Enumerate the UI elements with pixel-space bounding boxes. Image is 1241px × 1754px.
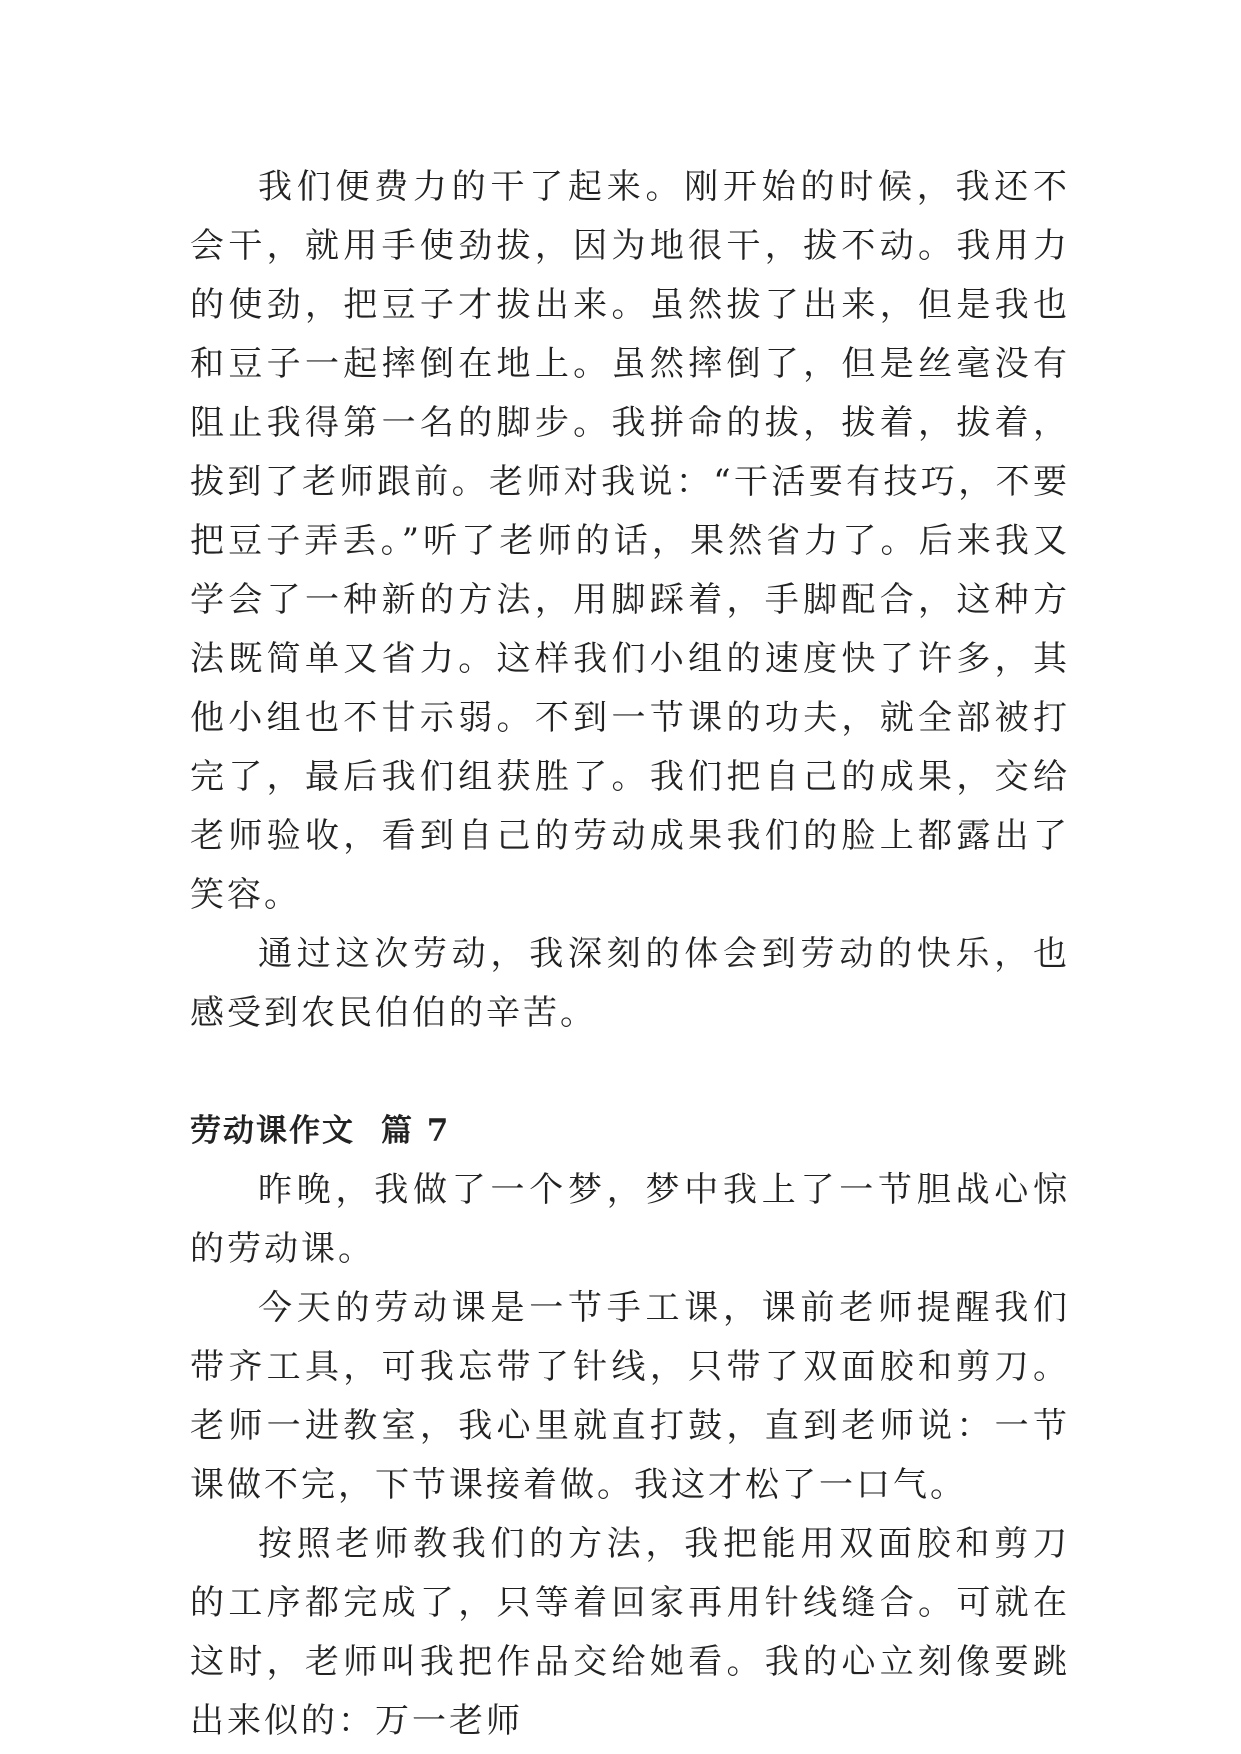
paragraph-dream-intro: 昨晚，我做了一个梦，梦中我上了一节胆战心惊的劳动课。 [190, 1170, 1070, 1269]
section-number: 篇 7 [381, 1113, 451, 1149]
document-body [190, 158, 1070, 1751]
paragraph-conclusion: 通过这次劳动，我深刻的体会到劳动的快乐，也感受到农民伯伯的辛苦。 [190, 934, 1070, 1033]
paragraph-handcraft-class: 今天的劳动课是一节手工课，课前老师提醒我们带齐工具，可我忘带了针线，只带了双面胶和剪刀。老师一进教室，我心里就直打鼓，直到老师说：一节课做不完，下节课接着做。我这才松了一口气。 [190, 1288, 1070, 1505]
paragraph-teacher-check: 按照老师教我们的方法，我把能用双面胶和剪刀的工序都完成了，只等着回家再用针线缝合。可就在这时，老师叫我把作品交给她看。我的心立刻像要跳出来似的：万一老师 [190, 1524, 1070, 1741]
section-title: 劳动课作文 [190, 1113, 355, 1149]
section-heading [190, 1102, 1070, 1161]
paragraph-harvest-work: 我们便费力的干了起来。刚开始的时候，我还不会干，就用手使劲拔，因为地很干，拔不动。我用力的使劲，把豆子才拔出来。虽然拔了出来，但是我也和豆子一起摔倒在地上。虽然摔倒了，但是丝毫没有阻止我得第一名的脚步。我拼命的拔，拔着，拔着，拔到了老师跟前。老师对我说：“干活要有技巧，不要把豆子弄丢。”听了老师的话，果然省力了。后来我又学会了一种新的方法，用脚踩着，手脚配合，这种方法既简单又省力。这样我们小组的速度快了许多，其他小组也不甘示弱。不到一节课的功夫，就全部被打完了，最后我们组获胜了。我们把自己的成果，交给老师验收，看到自己的劳动成果我们的脸上都露出了笑容。 [190, 167, 1070, 915]
